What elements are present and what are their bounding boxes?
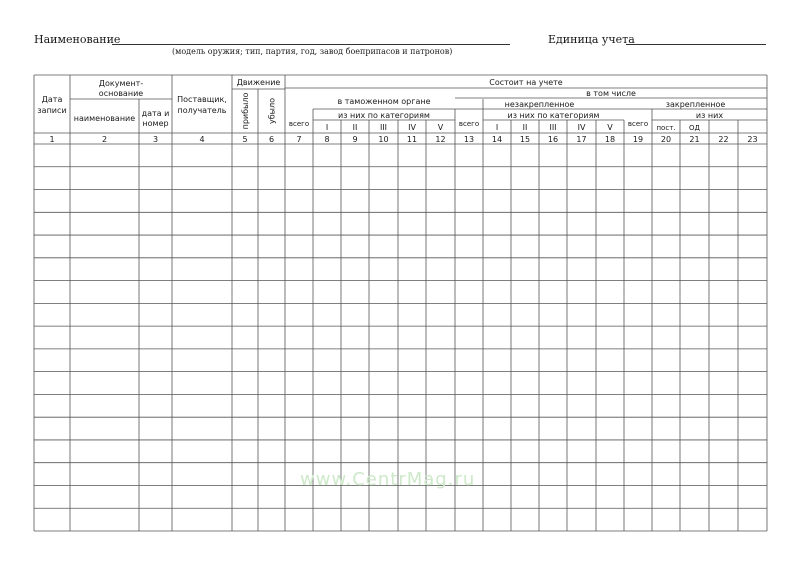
- doc-group-label: основание: [98, 89, 144, 98]
- customs-category-5: V: [437, 123, 444, 132]
- customs-category-1: I: [325, 123, 329, 132]
- column-number: 20: [660, 135, 672, 144]
- name-hint: (модель оружия; тип, партия, год, завод боеприпасов и патронов): [172, 47, 453, 56]
- customs-label: в таможенном органе: [337, 97, 431, 106]
- fixed-of-them-label: из них: [695, 111, 724, 120]
- column-number: 1: [49, 135, 55, 144]
- column-number: 22: [718, 135, 729, 144]
- column-number: 18: [604, 135, 616, 144]
- col-doc-date-label: номер: [142, 119, 169, 128]
- column-number: 19: [632, 135, 644, 144]
- unit-label: Единица учета: [548, 33, 635, 46]
- col-supplier-label: получатель: [177, 106, 227, 115]
- fixed-label: закрепленное: [665, 100, 726, 109]
- unfixed-label: незакрепленное: [504, 100, 575, 109]
- movement-label: Движение: [236, 78, 281, 87]
- unfixed-by-category-label: из них по категориям: [507, 111, 600, 120]
- col-doc-date-label: дата и: [141, 109, 170, 118]
- col-date-label: Дата: [41, 95, 63, 104]
- od-label: ОД: [689, 124, 700, 132]
- fixed-total-label: всего: [627, 120, 649, 128]
- post-label: пост.: [656, 124, 676, 132]
- col-supplier-label: Поставщик,: [177, 95, 227, 104]
- column-number: 23: [747, 135, 758, 144]
- column-number: 17: [576, 135, 587, 144]
- arrived-label: прибыло: [241, 92, 250, 130]
- on-account-label: Состоит на учете: [489, 78, 563, 87]
- customs-category-3: III: [379, 123, 388, 132]
- customs-by-category-label: из них по категориям: [338, 111, 430, 120]
- column-number: 11: [406, 135, 418, 144]
- col-date-label: записи: [37, 106, 67, 115]
- departed-label: убыло: [267, 98, 277, 124]
- column-number: 14: [491, 135, 503, 144]
- name-label: Наименование: [34, 33, 121, 46]
- customs-category-2: II: [352, 123, 358, 132]
- watermark: www.CentrMag.ru: [300, 469, 476, 490]
- customs-total-label: всего: [288, 120, 310, 128]
- doc-group-label: Документ-: [98, 79, 144, 88]
- unfixed-total-label: всего: [458, 120, 480, 128]
- column-number: 2: [101, 135, 108, 144]
- column-number: 6: [268, 135, 275, 144]
- unfixed-category-5: V: [607, 123, 613, 132]
- column-number: 7: [296, 135, 302, 144]
- column-number: 5: [242, 135, 248, 144]
- column-number: 8: [324, 135, 330, 144]
- customs-category-4: IV: [408, 123, 416, 132]
- column-number: 3: [152, 135, 159, 144]
- unfixed-category-4: IV: [577, 123, 586, 132]
- column-number: 15: [519, 135, 531, 144]
- column-number: 4: [199, 135, 205, 144]
- column-number: 13: [463, 135, 475, 144]
- column-number: 9: [352, 135, 358, 144]
- col-doc-name-label: наименование: [73, 114, 136, 123]
- column-number: 16: [547, 135, 559, 144]
- column-number: 21: [689, 135, 700, 144]
- column-number: 10: [378, 135, 389, 144]
- unfixed-category-1: I: [495, 123, 499, 132]
- unfixed-category-3: III: [549, 123, 557, 132]
- including-label: в том числе: [586, 89, 636, 98]
- column-number: 12: [435, 135, 446, 144]
- unfixed-category-2: II: [522, 123, 528, 132]
